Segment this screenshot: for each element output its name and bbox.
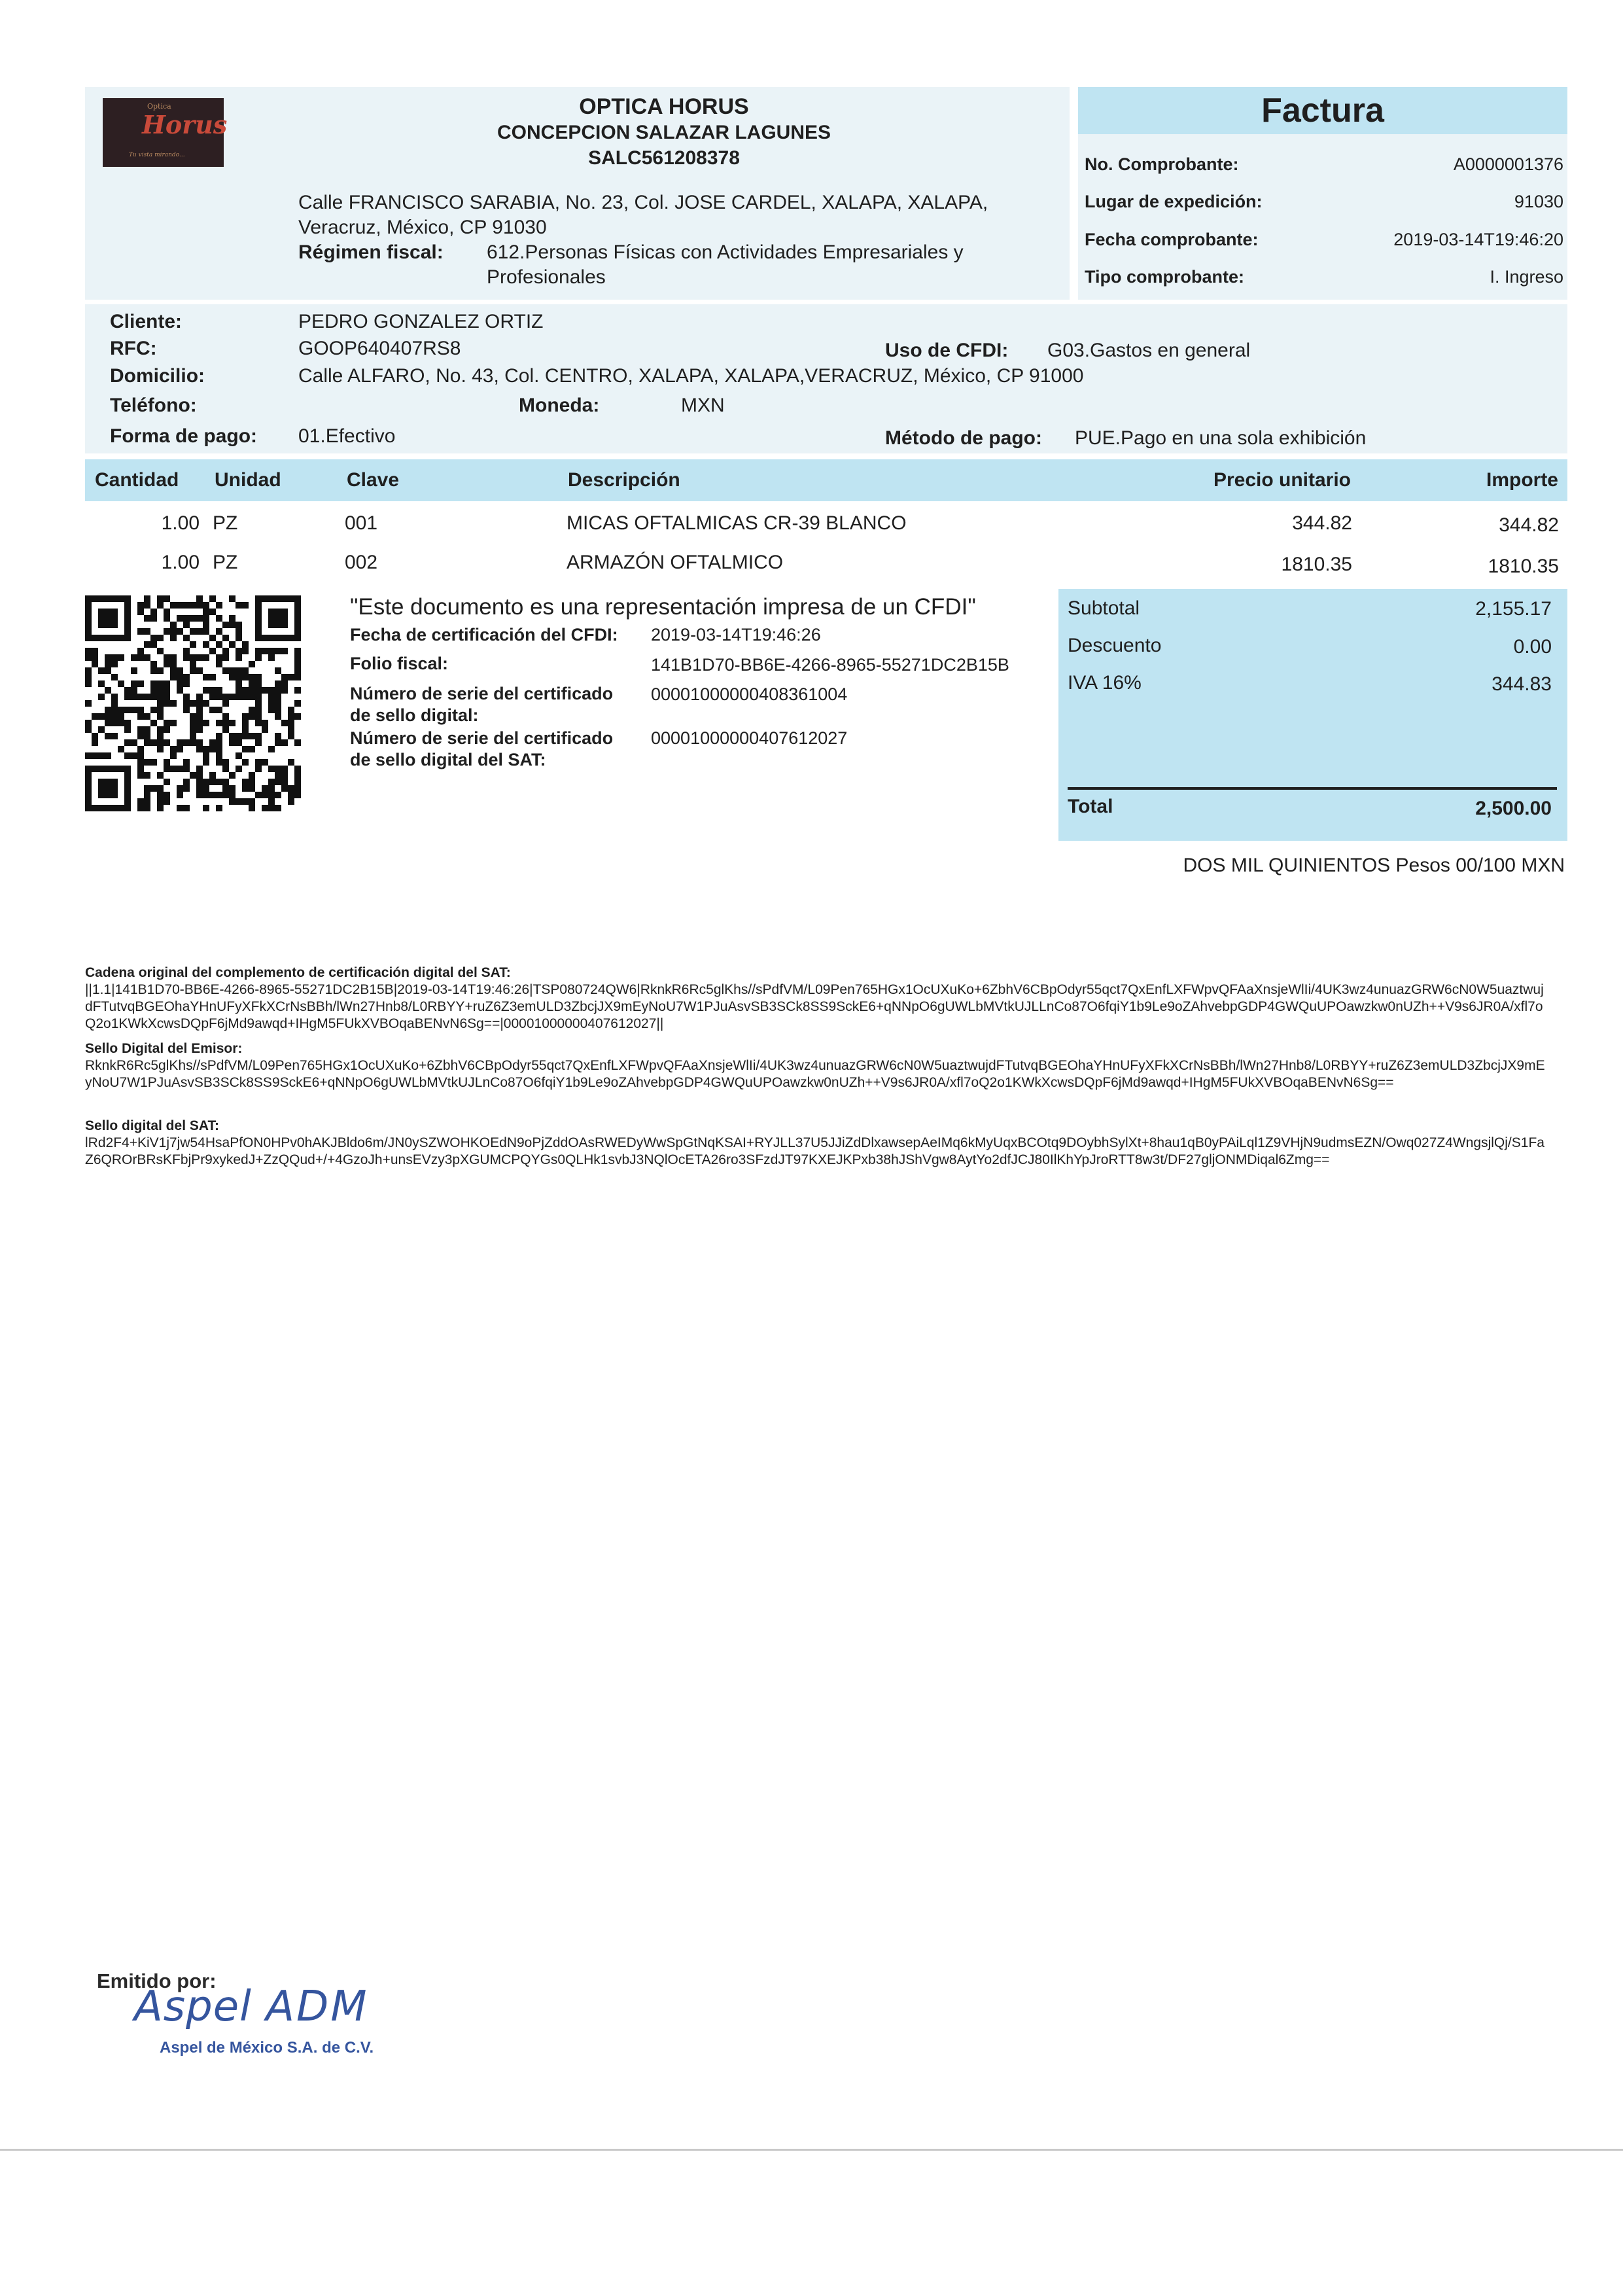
payment-method-label: Método de pago: — [885, 427, 1042, 449]
logo-small-text: Optica — [147, 102, 171, 111]
row-quantity: 1.00 — [161, 512, 200, 534]
cfdi-use-label: Uso de CFDI: — [885, 340, 1009, 361]
business-name: OPTICA HORUS — [579, 94, 749, 119]
invoice-date-value: 2019-03-14T19:46:20 — [1393, 230, 1563, 249]
client-phone-label: Teléfono: — [110, 395, 197, 416]
total-divider — [1068, 787, 1557, 790]
iva-label: IVA 16% — [1068, 672, 1142, 694]
aspel-company: Aspel de México S.A. de C.V. — [160, 2039, 374, 2057]
issue-place-label: Lugar de expedición: — [1085, 192, 1263, 211]
regimen-label: Régimen fiscal: — [298, 241, 444, 263]
subtotal-label: Subtotal — [1068, 597, 1140, 619]
invoice-number-label: No. Comprobante: — [1085, 154, 1239, 174]
client-label: Cliente: — [110, 311, 183, 332]
total-label: Total — [1068, 796, 1113, 817]
client-name: PEDRO GONZALEZ ORTIZ — [298, 311, 544, 332]
col-header-quantity: Cantidad — [95, 469, 179, 491]
qr-code-icon — [85, 595, 301, 811]
emitter-seal-label: Sello Digital del Emisor: — [85, 1041, 243, 1056]
payment-method-value: PUE.Pago en una sola exhibición — [1075, 427, 1367, 449]
business-rfc: SALC561208378 — [588, 147, 740, 169]
row-unit-price: 1810.35 — [1281, 554, 1352, 575]
sat-seal-label: Sello digital del SAT: — [85, 1118, 219, 1133]
row-unit: PZ — [213, 512, 238, 534]
business-logo — [103, 98, 228, 167]
invoice-date-label: Fecha comprobante: — [1085, 230, 1259, 249]
currency-label: Moneda: — [519, 395, 600, 416]
payment-form-value: 01.Efectivo — [298, 425, 396, 447]
invoice-number-value: A0000001376 — [1453, 154, 1563, 174]
col-header-key: Clave — [347, 469, 400, 491]
client-rfc: GOOP640407RS8 — [298, 338, 461, 359]
issue-place-value: 91030 — [1514, 192, 1563, 211]
row-quantity: 1.00 — [161, 552, 200, 573]
sat-cert-serial-label: Número de serie del certificado de sello digital del SAT: — [350, 728, 614, 769]
discount-value: 0.00 — [1513, 636, 1552, 658]
aspel-logo-product: ADM — [266, 1983, 369, 2031]
business-address-line2: Veracruz, México, CP 91030 — [298, 217, 547, 238]
row-unit-price: 344.82 — [1292, 512, 1352, 534]
emitter-cert-serial-label: Número de serie del certificado de sello digital: — [350, 684, 614, 725]
col-header-description: Descripción — [568, 469, 680, 491]
invoice-type-value: I. Ingreso — [1490, 267, 1563, 287]
row-amount: 1810.35 — [1488, 556, 1559, 577]
fiscal-folio-value: 141B1D70-BB6E-4266-8965-55271DC2B15B — [651, 655, 1009, 675]
subtotal-value: 2,155.17 — [1475, 598, 1552, 620]
fiscal-folio-label: Folio fiscal: — [350, 654, 449, 673]
amount-in-words: DOS MIL QUINIENTOS Pesos 00/100 MXN — [1183, 855, 1565, 876]
invoice-title: Factura — [1261, 92, 1384, 130]
client-address: Calle ALFARO, No. 43, Col. CENTRO, XALAPA, XALAPA,VERACRUZ, México, CP 91000 — [298, 365, 1084, 387]
business-address-line1: Calle FRANCISCO SARABIA, No. 23, Col. JOSE CARDEL, XALAPA, XALAPA, — [298, 192, 988, 213]
row-description: ARMAZÓN OFTALMICO — [567, 552, 784, 573]
sat-cert-serial-value: 00001000000407612027 — [651, 728, 848, 748]
cert-date-label: Fecha de certificación del CFDI: — [350, 625, 618, 645]
col-header-unit: Unidad — [215, 469, 281, 491]
iva-value: 344.83 — [1492, 673, 1552, 695]
col-header-unit-price: Precio unitario — [1213, 469, 1351, 491]
discount-label: Descuento — [1068, 635, 1162, 656]
aspel-logo-brand: Aspel — [134, 1983, 252, 2031]
row-key: 001 — [345, 512, 378, 534]
logo-tagline: Tu vista mirando... — [129, 152, 185, 158]
row-amount: 344.82 — [1499, 514, 1559, 536]
logo-text: Horus — [142, 110, 228, 139]
payment-form-label: Forma de pago: — [110, 425, 258, 447]
currency-value: MXN — [681, 395, 725, 416]
col-header-amount: Importe — [1486, 469, 1558, 491]
business-owner: CONCEPCION SALAZAR LAGUNES — [497, 122, 831, 143]
cadena-original-value: ||1.1|141B1D70-BB6E-4266-8965-55271DC2B15B|2019-03-14T19:46:26|TSP080724QW6|RknkR6Rc5glKhs//sPdfVM/L09Pen765HGx1OcUXuKo+6ZbhV6CBpOdyr55qct7QxEnfLXFWpvQFAaXnsjeWlIi/4UK3wz4unuazGRW6cN0W5uaztwujdFTutvqBGEOhaYHnUFyXFkXCrNsBBh/lWn27Hnb8/L0RBYY+ruZ6Z3emULD3ZbcjJX9mEyNoU7W1PJuAsvSB3SCk8SS9SckE6+qNNpO6gUWLbMVtkUJLLnCo87O6fqiY1b9Le9oZAhvebpGDP4GWQuUPOawzkw0nUZh++V9s6JR0A/xfl7oQ2o1KWkXcwsDQpF6jMd9awqd+IHgM5FUkXVBOqaBENvN6Sg==|00001000000407612027|| — [85, 982, 1544, 1031]
emitter-cert-serial-value: 00001000000408361004 — [651, 684, 848, 704]
regimen-value-line2: Profesionales — [487, 266, 606, 288]
cadena-original-label: Cadena original del complemento de certificación digital del SAT: — [85, 965, 511, 980]
row-key: 002 — [345, 552, 378, 573]
emitter-seal-value: RknkR6Rc5glKhs//sPdfVM/L09Pen765HGx1OcUXuKo+6ZbhV6CBpOdyr55qct7QxEnfLXFWpvQFAaXnsjeWlIi/4UK3wz4unuazGRW6cN0W5uaztwujdFTutvqBGEOhaYHnUFyXFkXCrNsBBh/lWn27Hnb8/L0RBYY+ruZ6Z3emULD3ZbcjJX9mEyNoU7W1PJuAsvSB3SCk8SS9SckE6+qNNpO6gUWLbMVtkUJLnCo87O6fqiY1b9Le9oZAhvebpGDP4GWQuUPOawzkw0nUZh++V9s6JR0A/xfl7oQ2o1KWkXcwsDQpF6jMd9awqd+IHgM5FUkXVBOqaBENvN6Sg== — [85, 1058, 1545, 1090]
total-value: 2,500.00 — [1475, 798, 1552, 819]
cfdi-use-value: G03.Gastos en general — [1047, 340, 1251, 361]
cfdi-representation-note: "Este documento es una representación impresa de un CFDI" — [350, 594, 976, 620]
page-edge-line — [0, 2149, 1623, 2151]
sat-seal-value: lRd2F4+KiV1j7jw54HsaPfON0HPv0hAKJBldo6m/JN0ySZWOHKOEdN9oPjZddOAsRWEDyWwSpGtNqKSAI+RYJLL37U5JJiZdDlxawsepAeIMq6kMyUqxBCOtq9DOybhSylXt+8hau1qB0yPAiLql1Z9VHjN9udmsEZN/Owq027Z4WngsjlQj/S1FaZ6QROrBRsKFbjPr9xykedJ+ZzQQud+/+4GzoJh+unsEVzy3pXGUMCPQYGs0QLHk1svbJ3NQlOcETA26ro3SFzdJT97KXEJKPxb38hJShVgw8AytYo2dfJCJ80IlKhYpJroRTT8w3t/DF27gljONMDiqal6Zmg== — [85, 1135, 1544, 1167]
cert-date-value: 2019-03-14T19:46:26 — [651, 625, 821, 645]
regimen-value-line1: 612.Personas Físicas con Actividades Empresariales y — [487, 241, 964, 263]
issued-by-label: Emitido por: — [97, 1969, 217, 1992]
client-address-label: Domicilio: — [110, 365, 205, 387]
row-unit: PZ — [213, 552, 238, 573]
client-rfc-label: RFC: — [110, 338, 157, 359]
row-description: MICAS OFTALMICAS CR-39 BLANCO — [567, 512, 907, 534]
aspel-logo — [134, 1983, 369, 2031]
invoice-type-label: Tipo comprobante: — [1085, 267, 1245, 287]
